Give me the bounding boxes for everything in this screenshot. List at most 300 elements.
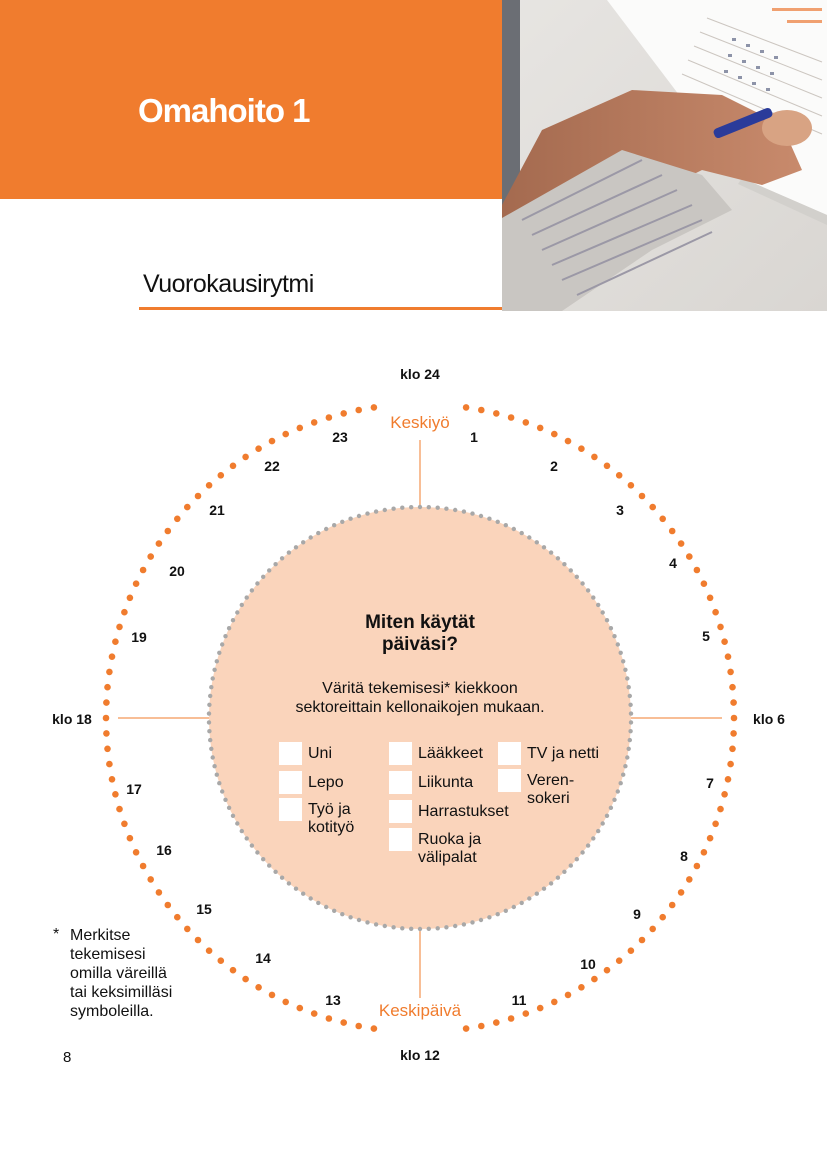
ring-dot xyxy=(504,523,508,527)
label-noon: Keskipäivä xyxy=(378,1001,462,1020)
ring-dot xyxy=(206,947,213,954)
legend-label-uni: Uni xyxy=(308,745,333,762)
legend-label-verensokeri-line-2: sokeri xyxy=(527,790,570,807)
ring-dot xyxy=(479,918,483,922)
ring-dot xyxy=(316,531,320,535)
ring-dot xyxy=(628,738,632,742)
ring-dot xyxy=(235,610,239,614)
ring-dot xyxy=(487,915,491,919)
ring-dot xyxy=(659,516,666,523)
ring-dot xyxy=(478,1023,485,1030)
ring-dot xyxy=(565,438,572,445)
center-question-line-2: päiväsi? xyxy=(381,634,459,655)
ring-dot xyxy=(409,505,413,509)
ring-dot xyxy=(707,835,714,842)
ring-dot xyxy=(523,419,530,426)
ring-dot xyxy=(612,634,616,638)
ring-dot xyxy=(280,876,284,880)
ring-dot xyxy=(316,901,320,905)
ring-dot xyxy=(508,1015,515,1022)
ring-dot xyxy=(601,610,605,614)
ring-dot xyxy=(127,835,134,842)
ring-dot xyxy=(103,730,110,737)
hour-8: 8 xyxy=(680,848,688,864)
ring-dot xyxy=(535,540,539,544)
ring-dot xyxy=(520,901,524,905)
ring-dot xyxy=(575,575,579,579)
ring-dot xyxy=(578,445,585,452)
ring-dot xyxy=(731,715,738,722)
ring-dot xyxy=(383,508,387,512)
hour-15: 15 xyxy=(196,901,212,917)
ring-dot xyxy=(628,694,632,698)
ring-dot xyxy=(604,967,611,974)
ring-dot xyxy=(627,685,631,689)
label-klo-24: klo 24 xyxy=(400,366,440,382)
footnote-line-1: Merkitse xyxy=(70,927,131,944)
ring-dot xyxy=(112,638,119,645)
center-instruction-line-2: sektoreittain kellonaikojen mukaan. xyxy=(295,699,545,716)
ring-dot xyxy=(211,676,215,680)
ring-dot xyxy=(619,651,623,655)
ring-dot xyxy=(686,876,693,883)
legend-label-laakkeet: Lääkkeet xyxy=(418,745,483,762)
ring-dot xyxy=(227,806,231,810)
hour-11: 11 xyxy=(511,992,527,1008)
ring-dot xyxy=(391,925,395,929)
ring-dot xyxy=(245,595,249,599)
ring-dot xyxy=(628,947,635,954)
ring-dot xyxy=(580,850,584,854)
ring-dot xyxy=(282,999,289,1006)
ring-dot xyxy=(616,642,620,646)
legend-item-harrastukset xyxy=(389,803,509,823)
center-question-line-1: Miten käytät xyxy=(365,612,475,633)
ring-dot xyxy=(355,1023,362,1030)
ring-dot xyxy=(280,556,284,560)
ring-dot xyxy=(493,410,500,417)
footnote-line-5: symboleilla. xyxy=(70,1003,154,1020)
page-number: 8 xyxy=(63,1049,72,1066)
legend-label-verensokeri xyxy=(527,772,574,808)
ring-dot xyxy=(287,550,291,554)
ring-dot xyxy=(217,651,221,655)
legend-checkbox-lepo[interactable] xyxy=(279,771,302,794)
ring-dot xyxy=(427,505,431,509)
footnote xyxy=(53,926,200,1021)
label-klo-12: klo 12 xyxy=(400,1047,440,1063)
legend-checkbox-verensokeri[interactable] xyxy=(498,769,521,792)
ring-dot xyxy=(649,504,656,511)
hour-5: 5 xyxy=(702,628,710,644)
ring-dot xyxy=(297,1005,304,1012)
ring-dot xyxy=(311,419,318,426)
ring-dot xyxy=(678,540,685,547)
ring-dot xyxy=(596,603,600,607)
ring-dot xyxy=(512,527,516,531)
ring-dot xyxy=(301,540,305,544)
ring-dot xyxy=(207,703,211,707)
ring-dot xyxy=(147,876,154,883)
ring-dot xyxy=(701,580,708,587)
ring-dot xyxy=(493,1019,500,1026)
ring-dot xyxy=(261,857,265,861)
ring-dot xyxy=(712,821,719,828)
legend-label-tv: TV ja netti xyxy=(527,745,600,762)
hour-22: 22 xyxy=(264,458,280,474)
ring-dot xyxy=(391,507,395,511)
ring-dot xyxy=(727,761,734,768)
ring-dot xyxy=(628,482,635,489)
ring-dot xyxy=(301,892,305,896)
ring-dot xyxy=(340,410,347,417)
legend-label-tyo-line-1: Työ ja xyxy=(308,801,351,818)
ring-dot xyxy=(357,514,361,518)
hour-20: 20 xyxy=(169,563,185,579)
ring-dot xyxy=(400,926,404,930)
ring-dot xyxy=(218,472,225,479)
ring-dot xyxy=(575,857,579,861)
ring-dot xyxy=(479,514,483,518)
ring-dot xyxy=(140,567,147,574)
hour-1: 1 xyxy=(470,429,478,445)
ring-dot xyxy=(586,588,590,592)
ring-dot xyxy=(549,550,553,554)
ring-dot xyxy=(297,425,304,432)
ring-dot xyxy=(625,676,629,680)
ring-dot xyxy=(537,425,544,432)
ring-dot xyxy=(520,531,524,535)
section-title: Vuorokausirytmi xyxy=(143,270,314,298)
ring-dot xyxy=(230,967,237,974)
ring-dot xyxy=(230,463,237,470)
ring-dot xyxy=(721,638,728,645)
ring-dot xyxy=(591,595,595,599)
ring-dot xyxy=(267,568,271,572)
footnote-marker: * xyxy=(53,926,60,943)
ring-dot xyxy=(562,562,566,566)
ring-dot xyxy=(621,773,625,777)
ring-dot xyxy=(612,798,616,802)
ring-dot xyxy=(133,849,140,856)
ring-dot xyxy=(231,814,235,818)
ring-dot xyxy=(586,843,590,847)
hour-13: 13 xyxy=(325,992,341,1008)
ring-dot xyxy=(106,761,113,768)
ring-dot xyxy=(116,806,123,813)
legend-checkbox-harrastukset[interactable] xyxy=(389,800,412,823)
center-instruction-line-1: Väritä tekemisesi* kiekkoon xyxy=(322,680,518,697)
ring-dot xyxy=(127,595,134,602)
ring-dot xyxy=(209,747,213,751)
legend-item-lepo xyxy=(279,774,344,794)
ring-dot xyxy=(453,924,457,928)
ring-dot xyxy=(365,511,369,515)
ring-dot xyxy=(215,659,219,663)
legend-item-laakkeet xyxy=(389,745,483,765)
ring-dot xyxy=(207,711,211,715)
ring-dot xyxy=(729,746,736,753)
ring-dot xyxy=(207,720,211,724)
label-klo-18: klo 18 xyxy=(52,711,92,727)
hour-14: 14 xyxy=(255,950,271,966)
ring-dot xyxy=(332,523,336,527)
ring-dot xyxy=(628,703,632,707)
ring-dot xyxy=(103,715,110,722)
ring-dot xyxy=(206,482,213,489)
ring-dot xyxy=(487,517,491,521)
ring-dot xyxy=(207,729,211,733)
ring-dot xyxy=(535,892,539,896)
ring-dot xyxy=(235,821,239,825)
ring-dot xyxy=(332,909,336,913)
ring-dot xyxy=(156,540,163,547)
hour-19: 19 xyxy=(131,629,147,645)
ring-dot xyxy=(269,438,276,445)
ring-dot xyxy=(212,668,216,672)
ring-dot xyxy=(470,511,474,515)
ring-dot xyxy=(717,624,724,631)
ring-dot xyxy=(616,789,620,793)
ring-dot xyxy=(273,870,277,874)
ring-dot xyxy=(523,1010,530,1017)
ring-dot xyxy=(623,764,627,768)
legend-item-ruoka xyxy=(389,831,481,867)
ring-dot xyxy=(418,927,422,931)
ring-dot xyxy=(436,506,440,510)
ring-dot xyxy=(686,553,693,560)
ring-dot xyxy=(220,789,224,793)
ring-dot xyxy=(294,887,298,891)
ring-dot xyxy=(340,1019,347,1026)
ring-dot xyxy=(121,609,128,616)
ring-dot xyxy=(694,863,701,870)
legend-item-tv xyxy=(498,745,599,765)
ring-dot xyxy=(542,887,546,891)
ring-dot xyxy=(324,905,328,909)
ring-dot xyxy=(601,821,605,825)
ring-dot xyxy=(453,508,457,512)
ring-dot xyxy=(678,889,685,896)
ring-dot xyxy=(220,642,224,646)
ring-dot xyxy=(374,922,378,926)
ring-dot xyxy=(444,925,448,929)
ring-dot xyxy=(121,821,128,828)
ring-dot xyxy=(324,527,328,531)
ring-dot xyxy=(371,404,378,411)
ring-dot xyxy=(282,431,289,438)
ring-dot xyxy=(147,553,154,560)
legend-checkbox-ruoka[interactable] xyxy=(389,828,412,851)
ring-dot xyxy=(140,863,147,870)
legend-item-liikunta xyxy=(389,774,473,794)
legend-label-harrastukset: Harrastukset xyxy=(418,803,509,820)
ring-dot xyxy=(218,957,225,964)
footnote-line-2: tekemisesi xyxy=(70,946,146,963)
ring-dot xyxy=(605,618,609,622)
ring-dot xyxy=(717,806,724,813)
ring-dot xyxy=(569,863,573,867)
ring-dot xyxy=(174,914,181,921)
legend-label-verensokeri-line-1: Veren- xyxy=(527,772,575,789)
ring-dot xyxy=(707,595,714,602)
ring-dot xyxy=(267,863,271,867)
ring-dot xyxy=(512,905,516,909)
ring-dot xyxy=(357,918,361,922)
ring-dot xyxy=(694,567,701,574)
ring-dot xyxy=(109,653,116,660)
hour-16: 16 xyxy=(156,842,172,858)
label-klo-6: klo 6 xyxy=(753,711,785,727)
ring-dot xyxy=(174,516,181,523)
ring-dot xyxy=(629,720,633,724)
ring-dot xyxy=(729,684,736,691)
ring-dot xyxy=(255,581,259,585)
ring-dot xyxy=(355,407,362,414)
ring-dot xyxy=(340,520,344,524)
ring-dot xyxy=(527,535,531,539)
ring-dot xyxy=(669,528,676,535)
ring-dot xyxy=(496,520,500,524)
hour-10: 10 xyxy=(580,956,596,972)
ring-dot xyxy=(287,881,291,885)
legend-checkbox-uni[interactable] xyxy=(279,742,302,765)
ring-dot xyxy=(504,909,508,913)
ring-dot xyxy=(591,836,595,840)
ring-dot xyxy=(255,984,262,991)
ring-dot xyxy=(211,755,215,759)
ring-dot xyxy=(112,791,119,798)
label-midnight: Keskiyö xyxy=(390,413,450,432)
legend-label-ruoka xyxy=(418,831,481,867)
legend-label-liikunta: Liikunta xyxy=(418,774,474,791)
ring-dot xyxy=(616,472,623,479)
ring-dot xyxy=(240,829,244,833)
ring-dot xyxy=(116,624,123,631)
ring-dot xyxy=(269,992,276,999)
page-title: Omahoito 1 xyxy=(138,92,310,129)
ring-dot xyxy=(569,568,573,572)
ring-dot xyxy=(596,829,600,833)
ring-dot xyxy=(195,493,202,500)
ring-dot xyxy=(133,580,140,587)
legend-checkbox-tyo[interactable] xyxy=(279,798,302,821)
ring-dot xyxy=(255,850,259,854)
ring-dot xyxy=(730,699,737,706)
legend-item-uni xyxy=(279,745,332,765)
ring-dot xyxy=(348,915,352,919)
legend-label-lepo: Lepo xyxy=(308,774,344,791)
ring-dot xyxy=(165,528,172,535)
hour-2: 2 xyxy=(550,458,558,474)
ring-dot xyxy=(209,685,213,689)
ring-dot xyxy=(309,535,313,539)
ring-dot xyxy=(619,781,623,785)
ring-dot xyxy=(340,912,344,916)
ring-dot xyxy=(215,773,219,777)
ring-dot xyxy=(371,1025,378,1032)
ring-dot xyxy=(470,920,474,924)
ring-dot xyxy=(255,445,262,452)
legend-checkbox-laakkeet[interactable] xyxy=(389,742,412,765)
ring-dot xyxy=(621,659,625,663)
ring-dot xyxy=(591,976,598,983)
ring-dot xyxy=(556,876,560,880)
ring-dot xyxy=(165,902,172,909)
hour-17: 17 xyxy=(126,781,142,797)
ring-dot xyxy=(463,1025,470,1032)
ring-dot xyxy=(217,781,221,785)
ring-dot xyxy=(712,609,719,616)
ring-dot xyxy=(374,509,378,513)
ring-dot xyxy=(616,957,623,964)
ring-dot xyxy=(542,545,546,549)
ring-dot xyxy=(628,729,632,733)
ring-dot xyxy=(463,404,470,411)
ring-dot xyxy=(508,414,515,421)
ring-dot xyxy=(436,926,440,930)
ring-dot xyxy=(444,507,448,511)
hour-21: 21 xyxy=(209,502,225,518)
ring-dot xyxy=(223,798,227,802)
ring-dot xyxy=(730,730,737,737)
ring-dot xyxy=(609,626,613,630)
ring-dot xyxy=(250,588,254,592)
legend-item-verensokeri xyxy=(498,772,574,808)
ring-dot xyxy=(625,755,629,759)
ring-dot xyxy=(669,902,676,909)
ring-dot xyxy=(109,776,116,783)
ring-dot xyxy=(578,984,585,991)
legend-item-tyo xyxy=(279,801,354,837)
ring-dot xyxy=(104,746,111,753)
ring-dot xyxy=(496,912,500,916)
ring-dot xyxy=(400,506,404,510)
legend-checkbox-liikunta[interactable] xyxy=(389,771,412,794)
ring-dot xyxy=(605,814,609,818)
ring-dot xyxy=(106,669,113,676)
ring-dot xyxy=(701,849,708,856)
ring-dot xyxy=(604,463,611,470)
legend-label-tyo-line-2: kotityö xyxy=(308,819,355,836)
ring-dot xyxy=(231,618,235,622)
ring-dot xyxy=(245,836,249,840)
ring-dot xyxy=(478,407,485,414)
ring-dot xyxy=(309,896,313,900)
ring-dot xyxy=(212,764,216,768)
ring-dot xyxy=(551,999,558,1006)
ring-dot xyxy=(208,694,212,698)
ring-dot xyxy=(104,684,111,691)
ring-dot xyxy=(418,505,422,509)
ring-dot xyxy=(242,454,249,461)
ring-dot xyxy=(580,581,584,585)
ring-dot xyxy=(348,517,352,521)
ring-dot xyxy=(556,556,560,560)
ring-dot xyxy=(721,791,728,798)
ring-dot xyxy=(725,653,732,660)
legend-checkbox-tv[interactable] xyxy=(498,742,521,765)
ring-dot xyxy=(609,806,613,810)
ring-dot xyxy=(223,634,227,638)
ring-dot xyxy=(184,504,191,511)
ring-dot xyxy=(551,431,558,438)
ring-dot xyxy=(462,922,466,926)
center-question xyxy=(310,612,530,656)
ring-dot xyxy=(240,603,244,607)
ring-dot xyxy=(562,870,566,874)
ring-dot xyxy=(549,881,553,885)
